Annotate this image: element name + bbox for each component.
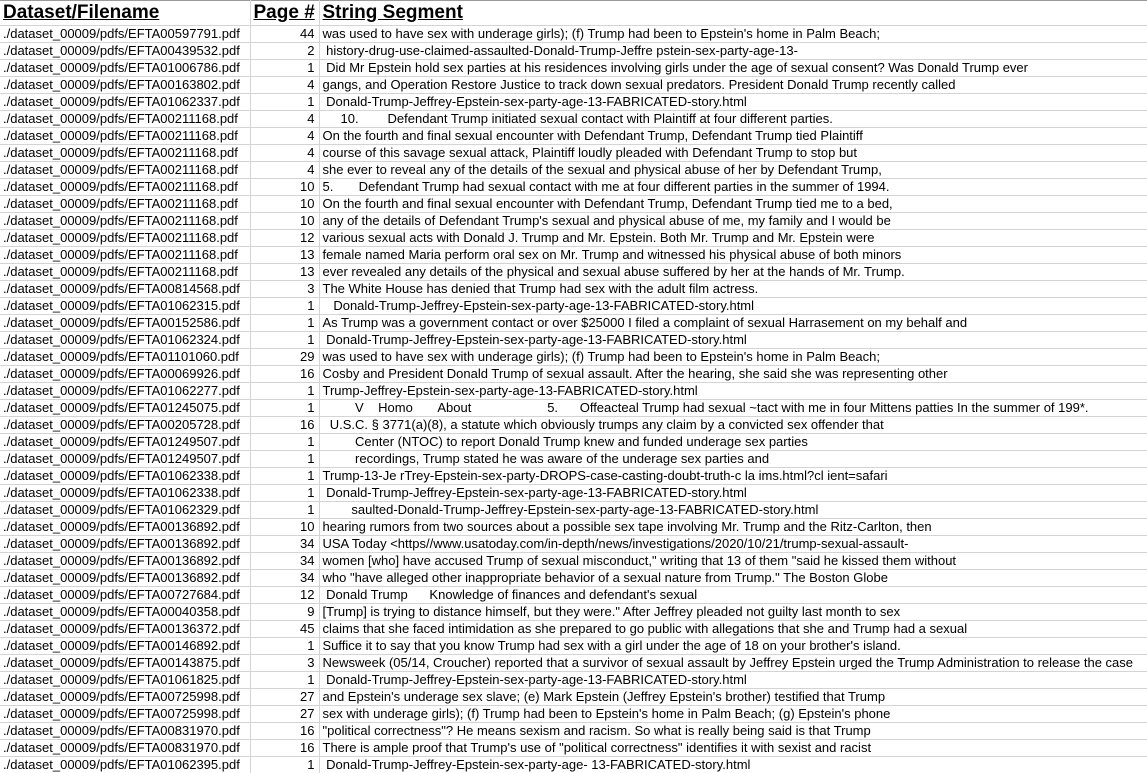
table-row[interactable]: [0, 264, 1147, 281]
cell-page-number[interactable]: 4: [250, 162, 319, 179]
cell-string-segment[interactable]: female named Maria perform oral sex on Mr. Trump and witnessed his physical abuse of both minors: [319, 247, 1147, 264]
header-row: [0, 1, 1147, 26]
cell-page-number[interactable]: 1: [250, 60, 319, 77]
table-row[interactable]: [0, 672, 1147, 689]
cell-page-number[interactable]: 1: [250, 502, 319, 519]
table-row[interactable]: [0, 485, 1147, 502]
cell-filename[interactable]: ./dataset_00009/pdfs/EFTA00163802.pdf: [0, 77, 250, 94]
table-row[interactable]: [0, 213, 1147, 230]
table-row[interactable]: [0, 740, 1147, 757]
cell-page-number[interactable]: 1: [250, 383, 319, 400]
cell-filename[interactable]: ./dataset_00009/pdfs/EFTA00831970.pdf: [0, 723, 250, 740]
cell-page-number[interactable]: 34: [250, 536, 319, 553]
cell-filename[interactable]: ./dataset_00009/pdfs/EFTA00211168.pdf: [0, 179, 250, 196]
cell-page-number[interactable]: 13: [250, 264, 319, 281]
table-row[interactable]: [0, 94, 1147, 111]
table-row[interactable]: [0, 621, 1147, 638]
cell-page-number[interactable]: 1: [250, 757, 319, 773]
cell-string-segment[interactable]: "political correctness"? He means sexism and racism. So what is really being said is that Trump: [319, 723, 1147, 740]
table-row[interactable]: [0, 332, 1147, 349]
table-row[interactable]: [0, 400, 1147, 417]
cell-filename[interactable]: ./dataset_00009/pdfs/EFTA00727684.pdf: [0, 587, 250, 604]
table-row[interactable]: [0, 366, 1147, 383]
cell-string-segment[interactable]: Suffice it to say that you know Trump had sex with a girl under the age of 18 on your brother's island.: [319, 638, 1147, 655]
cell-string-segment[interactable]: who "have alleged other inappropriate behavior of a sexual nature from Trump." The Boston Globe: [319, 570, 1147, 587]
cell-filename[interactable]: ./dataset_00009/pdfs/EFTA01006786.pdf: [0, 60, 250, 77]
table-row[interactable]: [0, 60, 1147, 77]
cell-filename[interactable]: ./dataset_00009/pdfs/EFTA01061825.pdf: [0, 672, 250, 689]
cell-string-segment[interactable]: various sexual acts with Donald J. Trump and Mr. Epstein. Both Mr. Trump and Mr. Epstein were: [319, 230, 1147, 247]
cell-string-segment[interactable]: saulted-Donald-Trump-Jeffrey-Epstein-sex-party-age-13-FABRICATED-story.html: [319, 502, 1147, 519]
cell-string-segment[interactable]: V Homo About 5. Offeacteal Trump had sexual ~tact with me in four Mittens patties In the summer of 199*.: [319, 400, 1147, 417]
table-row[interactable]: [0, 655, 1147, 672]
cell-page-number[interactable]: 34: [250, 570, 319, 587]
cell-page-number[interactable]: 1: [250, 638, 319, 655]
cell-string-segment[interactable]: The White House has denied that Trump had sex with the adult film actress.: [319, 281, 1147, 298]
cell-string-segment[interactable]: she ever to reveal any of the details of the sexual and physical abuse of her by Defendant Trump,: [319, 162, 1147, 179]
cell-page-number[interactable]: 34: [250, 553, 319, 570]
cell-filename[interactable]: ./dataset_00009/pdfs/EFTA01245075.pdf: [0, 400, 250, 417]
table-row[interactable]: [0, 451, 1147, 468]
table-row[interactable]: [0, 502, 1147, 519]
cell-filename[interactable]: ./dataset_00009/pdfs/EFTA00136892.pdf: [0, 536, 250, 553]
cell-string-segment[interactable]: There is ample proof that Trump's use of "political correctness" identifies it with sexist and racist: [319, 740, 1147, 757]
cell-string-segment[interactable]: Newsweek (05/14, Croucher) reported that a survivor of sexual assault by Jeffrey Epstein urged the Trump Administration to release the case: [319, 655, 1147, 672]
cell-string-segment[interactable]: Trump-13-Je rTrey-Epstein-sex-party-DROPS-case-casting-doubt-truth-c la ims.html?cl ient=safari: [319, 468, 1147, 485]
cell-page-number[interactable]: 16: [250, 740, 319, 757]
cell-page-number[interactable]: 12: [250, 587, 319, 604]
cell-string-segment[interactable]: any of the details of Defendant Trump's sexual and physical abuse of me, my family and I would be: [319, 213, 1147, 230]
cell-page-number[interactable]: 44: [250, 26, 319, 43]
cell-page-number[interactable]: 27: [250, 689, 319, 706]
cell-filename[interactable]: ./dataset_00009/pdfs/EFTA00814568.pdf: [0, 281, 250, 298]
cell-string-segment[interactable]: was used to have sex with underage girls); (f) Trump had been to Epstein's home in Palm Beach;: [319, 349, 1147, 366]
cell-string-segment[interactable]: Donald-Trump-Jeffrey-Epstein-sex-party-age-13-FABRICATED-story.html: [319, 94, 1147, 111]
cell-string-segment[interactable]: sex with underage girls); (f) Trump had been to Epstein's home in Palm Beach; (g) Epstein's phone: [319, 706, 1147, 723]
table-row[interactable]: [0, 179, 1147, 196]
cell-page-number[interactable]: 1: [250, 94, 319, 111]
cell-filename[interactable]: ./dataset_00009/pdfs/EFTA00211168.pdf: [0, 145, 250, 162]
cell-page-number[interactable]: 4: [250, 145, 319, 162]
cell-filename[interactable]: ./dataset_00009/pdfs/EFTA00136892.pdf: [0, 519, 250, 536]
cell-string-segment[interactable]: 5. Defendant Trump had sexual contact with me at four different parties in the summer of 1994.: [319, 179, 1147, 196]
cell-page-number[interactable]: 1: [250, 315, 319, 332]
cell-string-segment[interactable]: On the fourth and final sexual encounter with Defendant Trump, Defendant Trump tied Plaintiff: [319, 128, 1147, 145]
cell-string-segment[interactable]: Donald-Trump-Jeffrey-Epstein-sex-party-age-13-FABRICATED-story.html: [319, 672, 1147, 689]
cell-string-segment[interactable]: gangs, and Operation Restore Justice to track down sexual predators. President Donald Trump recently called: [319, 77, 1147, 94]
cell-filename[interactable]: ./dataset_00009/pdfs/EFTA00152586.pdf: [0, 315, 250, 332]
cell-page-number[interactable]: 12: [250, 230, 319, 247]
cell-filename[interactable]: ./dataset_00009/pdfs/EFTA01062324.pdf: [0, 332, 250, 349]
cell-filename[interactable]: ./dataset_00009/pdfs/EFTA00597791.pdf: [0, 26, 250, 43]
table-row[interactable]: [0, 570, 1147, 587]
cell-string-segment[interactable]: Donald-Trump-Jeffrey-Epstein-sex-party-age-13-FABRICATED-story.html: [319, 298, 1147, 315]
cell-filename[interactable]: ./dataset_00009/pdfs/EFTA00439532.pdf: [0, 43, 250, 60]
cell-filename[interactable]: ./dataset_00009/pdfs/EFTA00211168.pdf: [0, 111, 250, 128]
cell-string-segment[interactable]: claims that she faced intimidation as she prepared to go public with allegations that she and Trump had a sexual: [319, 621, 1147, 638]
cell-filename[interactable]: ./dataset_00009/pdfs/EFTA00136892.pdf: [0, 570, 250, 587]
cell-string-segment[interactable]: and Epstein's underage sex slave; (e) Mark Epstein (Jeffrey Epstein's brother) testified that Trump: [319, 689, 1147, 706]
cell-page-number[interactable]: 1: [250, 400, 319, 417]
table-row[interactable]: [0, 128, 1147, 145]
cell-filename[interactable]: ./dataset_00009/pdfs/EFTA01062337.pdf: [0, 94, 250, 111]
cell-string-segment[interactable]: was used to have sex with underage girls); (f) Trump had been to Epstein's home in Palm Beach;: [319, 26, 1147, 43]
cell-string-segment[interactable]: Cosby and President Donald Trump of sexual assault. After the hearing, she said she was representing other: [319, 366, 1147, 383]
cell-string-segment[interactable]: USA Today <https//www.usatoday.com/in-depth/news/investigations/2020/10/21/trump-sexual-assault-: [319, 536, 1147, 553]
table-row[interactable]: [0, 247, 1147, 264]
cell-filename[interactable]: ./dataset_00009/pdfs/EFTA00136892.pdf: [0, 553, 250, 570]
cell-string-segment[interactable]: Did Mr Epstein hold sex parties at his residences involving girls under the age of sexual consent? Was Donald Trump ever: [319, 60, 1147, 77]
cell-filename[interactable]: ./dataset_00009/pdfs/EFTA00146892.pdf: [0, 638, 250, 655]
cell-filename[interactable]: ./dataset_00009/pdfs/EFTA01062395.pdf: [0, 757, 250, 773]
cell-page-number[interactable]: 1: [250, 672, 319, 689]
cell-filename[interactable]: ./dataset_00009/pdfs/EFTA00831970.pdf: [0, 740, 250, 757]
cell-page-number[interactable]: 1: [250, 451, 319, 468]
table-row[interactable]: [0, 417, 1147, 434]
cell-filename[interactable]: ./dataset_00009/pdfs/EFTA00205728.pdf: [0, 417, 250, 434]
column-header-page[interactable]: Page #: [250, 1, 319, 26]
cell-page-number[interactable]: 9: [250, 604, 319, 621]
cell-page-number[interactable]: 10: [250, 213, 319, 230]
cell-page-number[interactable]: 1: [250, 468, 319, 485]
cell-page-number[interactable]: 1: [250, 434, 319, 451]
cell-string-segment[interactable]: women [who] have accused Trump of sexual misconduct," writing that 13 of them "said he kissed them without: [319, 553, 1147, 570]
cell-string-segment[interactable]: ever revealed any details of the physical and sexual abuse suffered by her at the hands of Mr. Trump.: [319, 264, 1147, 281]
cell-filename[interactable]: ./dataset_00009/pdfs/EFTA01062329.pdf: [0, 502, 250, 519]
cell-filename[interactable]: ./dataset_00009/pdfs/EFTA00725998.pdf: [0, 689, 250, 706]
table-body: [0, 26, 1147, 773]
table-row[interactable]: [0, 587, 1147, 604]
cell-filename[interactable]: ./dataset_00009/pdfs/EFTA01062277.pdf: [0, 383, 250, 400]
cell-page-number[interactable]: 16: [250, 417, 319, 434]
cell-string-segment[interactable]: Trump-Jeffrey-Epstein-sex-party-age-13-FABRICATED-story.html: [319, 383, 1147, 400]
table-row[interactable]: [0, 536, 1147, 553]
cell-string-segment[interactable]: Donald-Trump-Jeffrey-Epstein-sex-party-age-13-FABRICATED-story.html: [319, 485, 1147, 502]
cell-filename[interactable]: ./dataset_00009/pdfs/EFTA00211168.pdf: [0, 230, 250, 247]
cell-page-number[interactable]: 29: [250, 349, 319, 366]
cell-filename[interactable]: ./dataset_00009/pdfs/EFTA00211168.pdf: [0, 213, 250, 230]
table-row[interactable]: [0, 757, 1147, 773]
cell-string-segment[interactable]: Donald Trump Knowledge of finances and defendant's sexual: [319, 587, 1147, 604]
table-row[interactable]: [0, 706, 1147, 723]
cell-page-number[interactable]: 1: [250, 298, 319, 315]
cell-page-number[interactable]: 4: [250, 128, 319, 145]
cell-filename[interactable]: ./dataset_00009/pdfs/EFTA00211168.pdf: [0, 196, 250, 213]
cell-filename[interactable]: ./dataset_00009/pdfs/EFTA01062315.pdf: [0, 298, 250, 315]
table-row[interactable]: [0, 519, 1147, 536]
table-row[interactable]: [0, 111, 1147, 128]
cell-string-segment[interactable]: [Trump] is trying to distance himself, but they were." After Jeffrey pleaded not guilty last month to sex: [319, 604, 1147, 621]
table-row[interactable]: [0, 196, 1147, 213]
cell-string-segment[interactable]: Donald-Trump-Jeffrey-Epstein-sex-party-age-13-FABRICATED-story.html: [319, 332, 1147, 349]
cell-page-number[interactable]: 1: [250, 485, 319, 502]
cell-page-number[interactable]: 2: [250, 43, 319, 60]
table-row[interactable]: [0, 26, 1147, 43]
cell-filename[interactable]: ./dataset_00009/pdfs/EFTA00211168.pdf: [0, 247, 250, 264]
table-row[interactable]: [0, 281, 1147, 298]
table-row[interactable]: [0, 230, 1147, 247]
cell-string-segment[interactable]: On the fourth and final sexual encounter with Defendant Trump, Defendant Trump tied me to a bed,: [319, 196, 1147, 213]
table-row[interactable]: [0, 162, 1147, 179]
cell-page-number[interactable]: 45: [250, 621, 319, 638]
cell-filename[interactable]: ./dataset_00009/pdfs/EFTA01249507.pdf: [0, 451, 250, 468]
table-row[interactable]: [0, 553, 1147, 570]
cell-filename[interactable]: ./dataset_00009/pdfs/EFTA00211168.pdf: [0, 128, 250, 145]
cell-string-segment[interactable]: Center (NTOC) to report Donald Trump knew and funded underage sex parties: [319, 434, 1147, 451]
cell-page-number[interactable]: 4: [250, 77, 319, 94]
cell-filename[interactable]: ./dataset_00009/pdfs/EFTA00211168.pdf: [0, 162, 250, 179]
cell-page-number[interactable]: 10: [250, 519, 319, 536]
table-row[interactable]: [0, 77, 1147, 94]
cell-filename[interactable]: ./dataset_00009/pdfs/EFTA00040358.pdf: [0, 604, 250, 621]
cell-page-number[interactable]: 3: [250, 655, 319, 672]
table-row[interactable]: [0, 315, 1147, 332]
cell-page-number[interactable]: 10: [250, 196, 319, 213]
table-row[interactable]: [0, 145, 1147, 162]
table-row[interactable]: [0, 349, 1147, 366]
cell-page-number[interactable]: 1: [250, 332, 319, 349]
cell-filename[interactable]: ./dataset_00009/pdfs/EFTA00136372.pdf: [0, 621, 250, 638]
table-row[interactable]: [0, 468, 1147, 485]
cell-string-segment[interactable]: U.S.C. § 3771(a)(8), a statute which obviously trumps any claim by a convicted sex offender that: [319, 417, 1147, 434]
table-row[interactable]: [0, 298, 1147, 315]
column-header-filename[interactable]: Dataset/Filename: [0, 1, 250, 26]
cell-page-number[interactable]: 16: [250, 723, 319, 740]
cell-filename[interactable]: ./dataset_00009/pdfs/EFTA01249507.pdf: [0, 434, 250, 451]
cell-string-segment[interactable]: history-drug-use-claimed-assaulted-Donald-Trump-Jeffre pstein-sex-party-age-13-: [319, 43, 1147, 60]
cell-filename[interactable]: ./dataset_00009/pdfs/EFTA00143875.pdf: [0, 655, 250, 672]
cell-filename[interactable]: ./dataset_00009/pdfs/EFTA01101060.pdf: [0, 349, 250, 366]
cell-page-number[interactable]: 3: [250, 281, 319, 298]
cell-string-segment[interactable]: course of this savage sexual attack, Plaintiff loudly pleaded with Defendant Trump to stop but: [319, 145, 1147, 162]
cell-filename[interactable]: ./dataset_00009/pdfs/EFTA00069926.pdf: [0, 366, 250, 383]
cell-page-number[interactable]: 10: [250, 179, 319, 196]
table-row[interactable]: [0, 723, 1147, 740]
column-header-string-segment[interactable]: String Segment: [319, 1, 1147, 26]
cell-string-segment[interactable]: hearing rumors from two sources about a possible sex tape involving Mr. Trump and the Ritz-Carlton, then: [319, 519, 1147, 536]
cell-page-number[interactable]: 4: [250, 111, 319, 128]
cell-filename[interactable]: ./dataset_00009/pdfs/EFTA00725998.pdf: [0, 706, 250, 723]
cell-filename[interactable]: ./dataset_00009/pdfs/EFTA00211168.pdf: [0, 264, 250, 281]
table-row[interactable]: [0, 689, 1147, 706]
cell-page-number[interactable]: 13: [250, 247, 319, 264]
cell-filename[interactable]: ./dataset_00009/pdfs/EFTA01062338.pdf: [0, 468, 250, 485]
table-row[interactable]: [0, 43, 1147, 60]
cell-string-segment[interactable]: recordings, Trump stated he was aware of the underage sex parties and: [319, 451, 1147, 468]
cell-string-segment[interactable]: Donald-Trump-Jeffrey-Epstein-sex-party-age- 13-FABRICATED-story.html: [319, 757, 1147, 773]
table-row[interactable]: [0, 383, 1147, 400]
cell-string-segment[interactable]: 10. Defendant Trump initiated sexual contact with Plaintiff at four different parties.: [319, 111, 1147, 128]
cell-page-number[interactable]: 16: [250, 366, 319, 383]
cell-filename[interactable]: ./dataset_00009/pdfs/EFTA01062338.pdf: [0, 485, 250, 502]
table-row[interactable]: [0, 434, 1147, 451]
cell-string-segment[interactable]: As Trump was a government contact or over $25000 I filed a complaint of sexual Harrasement on my behalf and: [319, 315, 1147, 332]
cell-page-number[interactable]: 27: [250, 706, 319, 723]
table-row[interactable]: [0, 604, 1147, 621]
table-row[interactable]: [0, 638, 1147, 655]
